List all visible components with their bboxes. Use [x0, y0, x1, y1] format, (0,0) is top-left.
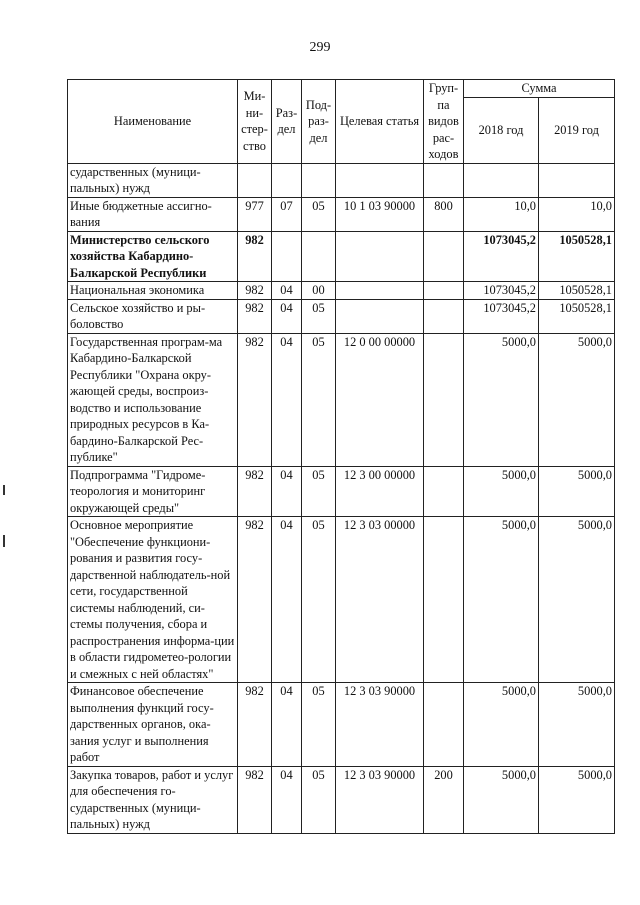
header-ministry: Ми-ни-стер-ство	[238, 80, 272, 164]
row-amount-2019: 5000,0	[539, 766, 615, 833]
header-subsection: Под-раз-дел	[302, 80, 336, 164]
row-group	[424, 299, 464, 333]
row-ministry: 982	[238, 299, 272, 333]
row-target: 12 3 03 90000	[336, 683, 424, 767]
row-section	[272, 231, 302, 282]
budget-table	[67, 79, 615, 834]
row-amount-2018: 10,0	[464, 197, 539, 231]
row-section: 04	[272, 517, 302, 683]
row-ministry: 982	[238, 231, 272, 282]
row-group: 200	[424, 766, 464, 833]
row-ministry	[238, 163, 272, 197]
row-subsection: 05	[302, 517, 336, 683]
row-target: 12 3 03 90000	[336, 766, 424, 833]
row-amount-2018: 1073045,2	[464, 282, 539, 300]
row-name: сударственных (муници-пальных) нужд	[68, 163, 238, 197]
row-target: 10 1 03 90000	[336, 197, 424, 231]
row-name: Сельское хозяйство и ры-боловство	[68, 299, 238, 333]
row-amount-2018: 5000,0	[464, 517, 539, 683]
row-subsection	[302, 231, 336, 282]
row-subsection: 00	[302, 282, 336, 300]
row-amount-2018: 5000,0	[464, 466, 539, 517]
row-target: 12 0 00 00000	[336, 333, 424, 466]
row-section: 04	[272, 333, 302, 466]
row-amount-2019: 1050528,1	[539, 282, 615, 300]
table-row	[68, 683, 615, 767]
row-section: 04	[272, 466, 302, 517]
row-group	[424, 333, 464, 466]
row-amount-2018: 5000,0	[464, 333, 539, 466]
row-name: Закупка товаров, работ и услуг для обеспечения го-сударственных (муници-пальных) нужд	[68, 766, 238, 833]
row-name: Основное мероприятие "Обеспечение функциони-рования и развития госу-дарственной наблюдатель-ной сети, государственной системы наблюдений, си-стемы получения, сбора и распространения информа-ции в области гидрометео-рологии и смежных с ней областях"	[68, 517, 238, 683]
header-target: Целевая статья	[336, 80, 424, 164]
row-amount-2018: 1073045,2	[464, 299, 539, 333]
row-ministry: 982	[238, 333, 272, 466]
row-subsection: 05	[302, 766, 336, 833]
row-ministry: 982	[238, 282, 272, 300]
row-section: 04	[272, 282, 302, 300]
row-ministry: 977	[238, 197, 272, 231]
row-group	[424, 282, 464, 300]
header-group: Груп-па видов рас-ходов	[424, 80, 464, 164]
row-target: 12 3 00 00000	[336, 466, 424, 517]
scan-edge-mark	[3, 485, 5, 495]
row-amount-2019: 1050528,1	[539, 231, 615, 282]
row-group	[424, 683, 464, 767]
header-year-2019: 2019 год	[539, 98, 615, 163]
table-row	[68, 299, 615, 333]
row-subsection: 05	[302, 197, 336, 231]
row-section	[272, 163, 302, 197]
row-target	[336, 282, 424, 300]
row-name: Национальная экономика	[68, 282, 238, 300]
table-row	[68, 163, 615, 197]
row-amount-2018: 1073045,2	[464, 231, 539, 282]
row-amount-2018: 5000,0	[464, 766, 539, 833]
header-sum: Сумма	[464, 80, 615, 98]
row-group: 800	[424, 197, 464, 231]
header-name: Наименование	[68, 80, 238, 164]
row-amount-2019: 5000,0	[539, 333, 615, 466]
table-row	[68, 231, 615, 282]
row-target	[336, 299, 424, 333]
row-target	[336, 163, 424, 197]
row-group	[424, 231, 464, 282]
row-ministry: 982	[238, 517, 272, 683]
row-target	[336, 231, 424, 282]
row-ministry: 982	[238, 466, 272, 517]
table-row	[68, 466, 615, 517]
row-amount-2019: 5000,0	[539, 683, 615, 767]
row-subsection	[302, 163, 336, 197]
table-row	[68, 766, 615, 833]
row-group	[424, 517, 464, 683]
row-amount-2019: 5000,0	[539, 517, 615, 683]
row-subsection: 05	[302, 299, 336, 333]
row-section: 04	[272, 299, 302, 333]
row-amount-2019: 10,0	[539, 197, 615, 231]
row-section: 04	[272, 766, 302, 833]
row-subsection: 05	[302, 466, 336, 517]
row-amount-2018: 5000,0	[464, 683, 539, 767]
row-subsection: 05	[302, 333, 336, 466]
row-name: Иные бюджетные ассигно-вания	[68, 197, 238, 231]
row-subsection: 05	[302, 683, 336, 767]
row-amount-2019: 5000,0	[539, 466, 615, 517]
table-row	[68, 282, 615, 300]
row-ministry: 982	[238, 683, 272, 767]
row-amount-2018	[464, 163, 539, 197]
table-row	[68, 517, 615, 683]
header-section: Раз-дел	[272, 80, 302, 164]
row-name: Подпрограмма "Гидроме-теорология и мониторинг окружающей среды"	[68, 466, 238, 517]
row-name: Финансовое обеспечение выполнения функций госу-дарственных органов, ока-зания услуг и выполнения работ	[68, 683, 238, 767]
row-section: 04	[272, 683, 302, 767]
row-group	[424, 466, 464, 517]
scan-edge-mark	[3, 535, 5, 547]
header-year-2018: 2018 год	[464, 98, 539, 163]
row-name: Министерство сельского хозяйства Кабардино-Балкарской Республики	[68, 231, 238, 282]
row-target: 12 3 03 00000	[336, 517, 424, 683]
row-amount-2019	[539, 163, 615, 197]
page-number: 299	[309, 40, 331, 55]
row-amount-2019: 1050528,1	[539, 299, 615, 333]
row-name: Государственная програм-ма Кабардино-Балкарской Республики "Охрана окру-жающей среды, воспроиз-водство и использование природных ресурсов в Ка-бардино-Балкарской Рес-публике"	[68, 333, 238, 466]
row-group	[424, 163, 464, 197]
row-ministry: 982	[238, 766, 272, 833]
row-section: 07	[272, 197, 302, 231]
table-row	[68, 197, 615, 231]
table-row	[68, 333, 615, 466]
